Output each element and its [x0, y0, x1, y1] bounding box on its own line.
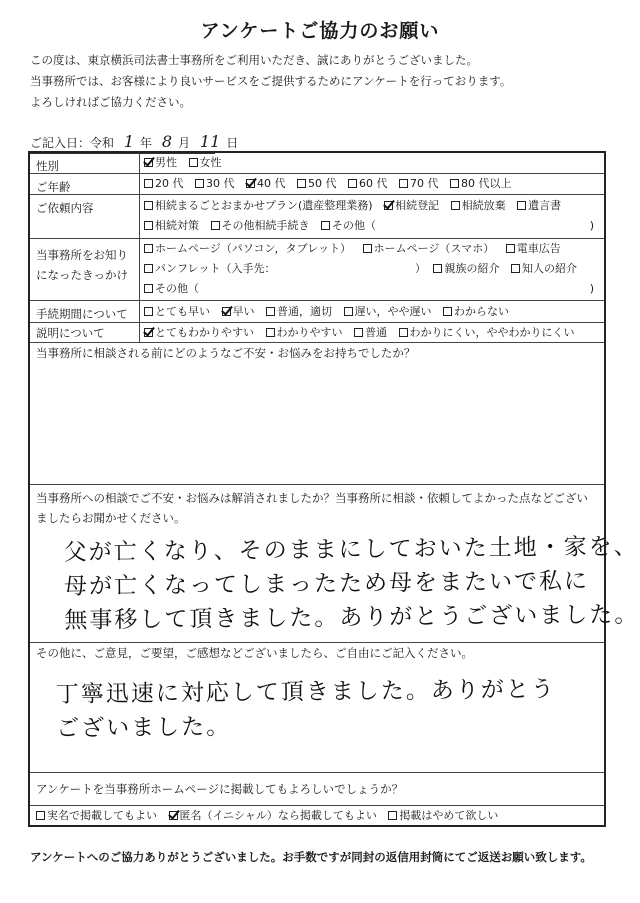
- source-option-pamphlet[interactable]: パンフレット（入手先：: [144, 259, 275, 279]
- intro-line: この度は、東京横浜司法書士事務所をご利用いただき、誠にありがとうございました。: [30, 53, 479, 67]
- age-option[interactable]: 50 代: [297, 174, 337, 194]
- publish-option[interactable]: 掲載はやめて欲しい: [388, 806, 498, 826]
- checkbox-checked-icon[interactable]: [144, 328, 153, 337]
- checkbox-icon[interactable]: [144, 264, 153, 273]
- explanation-option[interactable]: わかりやすい: [266, 323, 343, 343]
- publish-question: アンケートを当事務所ホームページに掲載してもよろしいでしょうか？: [36, 782, 404, 796]
- checkbox-checked-icon[interactable]: [144, 158, 153, 167]
- period-option[interactable]: 早い: [222, 302, 255, 322]
- checkbox-icon[interactable]: [348, 179, 357, 188]
- checkbox-icon[interactable]: [144, 244, 153, 253]
- period-option[interactable]: 遅い，やや遅い: [344, 302, 432, 322]
- checkbox-icon[interactable]: [388, 811, 397, 820]
- request-other-close: ): [589, 219, 594, 232]
- checkbox-icon[interactable]: [517, 201, 526, 210]
- date-month: 8: [161, 132, 173, 151]
- date-day-unit: 日: [226, 136, 239, 150]
- footer-text: アンケートへのご協力ありがとうございました。お手数ですが同封の返信用封筒にてご返送お願い致します。: [30, 850, 592, 864]
- gender-option-male[interactable]: 男性: [144, 153, 177, 173]
- date-label: ご記入日：令和: [30, 136, 115, 150]
- age-option[interactable]: 60 代: [348, 174, 388, 194]
- source-option[interactable]: ホームページ（スマホ）: [363, 239, 495, 259]
- source-option[interactable]: ホームページ（パソコン，タブレット）: [144, 239, 351, 259]
- worries-question: 当事務所に相談される前にどのようなご不安・お悩みをお持ちでしたか？: [36, 346, 416, 360]
- checkbox-icon[interactable]: [266, 328, 275, 337]
- period-option[interactable]: とても早い: [144, 302, 210, 322]
- checkbox-checked-icon[interactable]: [169, 811, 178, 820]
- request-row: [30, 195, 604, 239]
- date-year: 1: [123, 132, 135, 151]
- source-row: 当事務所をお知り になったきっかけ ホームページ（パソコン，タブレット） ホームページ（スマホ） 電車広告 パンフレット（入手先： ） 親族の紹介 知人の紹介 その他（ ): [30, 239, 604, 301]
- gender-row: [30, 153, 604, 174]
- period-row: [30, 301, 604, 323]
- period-label: 手続期間について: [30, 301, 140, 322]
- explanation-label: 説明について: [30, 323, 140, 342]
- age-option[interactable]: 20 代: [144, 174, 184, 194]
- publish-option[interactable]: 実名で掲載してもよい: [36, 806, 157, 826]
- source-option[interactable]: 知人の紹介: [511, 259, 577, 279]
- request-label: ご依頼内容: [30, 195, 140, 238]
- source-option[interactable]: 親族の紹介: [433, 259, 499, 279]
- other-answer: 丁寧迅速に対応して頂きました。ありがとう ございました。: [55, 676, 556, 742]
- checkbox-icon[interactable]: [144, 284, 153, 293]
- explanation-option[interactable]: わかりにくい，ややわかりにくい: [399, 323, 575, 343]
- checkbox-icon[interactable]: [451, 201, 460, 210]
- age-option[interactable]: 40 代: [246, 174, 286, 194]
- checkbox-icon[interactable]: [36, 811, 45, 820]
- explanation-option[interactable]: とてもわかりやすい: [144, 323, 254, 343]
- date-year-unit: 年: [140, 136, 153, 150]
- intro-line: 当事務所では、お客様により良いサービスをご提供するためにアンケートを行っております。: [30, 74, 512, 88]
- source-option-other[interactable]: その他（: [144, 279, 199, 299]
- age-row: [30, 174, 604, 195]
- other-question: その他に、ご意見，ご要望，ご感想などございましたら、ご自由にご記入ください。: [36, 646, 473, 660]
- page-title: アンケートご協力のお願い: [200, 20, 440, 42]
- checkbox-icon[interactable]: [511, 264, 520, 273]
- request-option[interactable]: 相続対策: [144, 216, 199, 236]
- age-option[interactable]: 80 代以上: [450, 174, 512, 194]
- period-option[interactable]: わからない: [443, 302, 509, 322]
- gender-option-female[interactable]: 女性: [189, 153, 222, 173]
- checkbox-icon[interactable]: [144, 201, 153, 210]
- checkbox-icon[interactable]: [189, 158, 198, 167]
- request-option-other[interactable]: その他（: [321, 216, 376, 236]
- checkbox-icon[interactable]: [399, 179, 408, 188]
- other-section[interactable]: [30, 643, 604, 773]
- checkbox-icon[interactable]: [321, 221, 330, 230]
- date-day: 11: [199, 132, 221, 151]
- checkbox-checked-icon[interactable]: [384, 201, 393, 210]
- checkbox-icon[interactable]: [363, 244, 372, 253]
- source-label: 当事務所をお知り になったきっかけ: [30, 239, 140, 300]
- publish-question-row: [30, 773, 604, 805]
- intro-line: よろしければご協力ください。: [30, 95, 191, 109]
- resolved-answer: 父が亡くなり、そのままにしておいた土地・家を、 母が亡くなってしまったため母をまたいで私に 無事移して頂きました。ありがとうございました。: [63, 533, 640, 634]
- resolved-question: 当事務所への相談でご不安・お悩みは解消されましたか？当事務所に相談・依頼してよかった点などございましたらお聞かせください。: [36, 491, 588, 525]
- period-option[interactable]: 普通，適切: [266, 302, 332, 322]
- source-other-close: ): [589, 282, 594, 295]
- checkbox-checked-icon[interactable]: [222, 307, 231, 316]
- checkbox-icon[interactable]: [266, 307, 275, 316]
- request-option[interactable]: 相続まるごとおまかせプラン(遺産整理業務): [144, 196, 373, 216]
- checkbox-icon[interactable]: [443, 307, 452, 316]
- explanation-row: [30, 323, 604, 343]
- survey-form: [28, 151, 640, 827]
- request-option[interactable]: その他相続手続き: [211, 216, 310, 236]
- request-option[interactable]: 相続登記: [384, 196, 439, 216]
- age-label: ご年齢: [30, 174, 140, 194]
- source-option[interactable]: 電車広告: [506, 239, 561, 259]
- checkbox-icon[interactable]: [354, 328, 363, 337]
- gender-label: 性別: [30, 153, 140, 173]
- checkbox-icon[interactable]: [344, 307, 353, 316]
- checkbox-icon[interactable]: [450, 179, 459, 188]
- checkbox-icon[interactable]: [297, 179, 306, 188]
- explanation-option[interactable]: 普通: [354, 323, 387, 343]
- worries-section[interactable]: [30, 343, 604, 485]
- publish-option[interactable]: 匿名（イニシャル）なら掲載してもよい: [169, 806, 377, 826]
- age-option[interactable]: 30 代: [195, 174, 235, 194]
- checkbox-checked-icon[interactable]: [246, 179, 255, 188]
- checkbox-icon[interactable]: [195, 179, 204, 188]
- checkbox-icon[interactable]: [399, 328, 408, 337]
- checkbox-icon[interactable]: [211, 221, 220, 230]
- request-option[interactable]: 遺言書: [517, 196, 561, 216]
- checkbox-icon[interactable]: [144, 179, 153, 188]
- resolved-section[interactable]: [30, 485, 640, 643]
- date-month-unit: 月: [178, 136, 191, 150]
- checkbox-icon[interactable]: [144, 307, 153, 316]
- checkbox-icon[interactable]: [144, 221, 153, 230]
- checkbox-icon[interactable]: [433, 264, 442, 273]
- intro-text: [30, 50, 511, 113]
- publish-options-row: [30, 805, 604, 825]
- age-option[interactable]: 70 代: [399, 174, 439, 194]
- checkbox-icon[interactable]: [506, 244, 515, 253]
- request-option[interactable]: 相続放棄: [451, 196, 506, 216]
